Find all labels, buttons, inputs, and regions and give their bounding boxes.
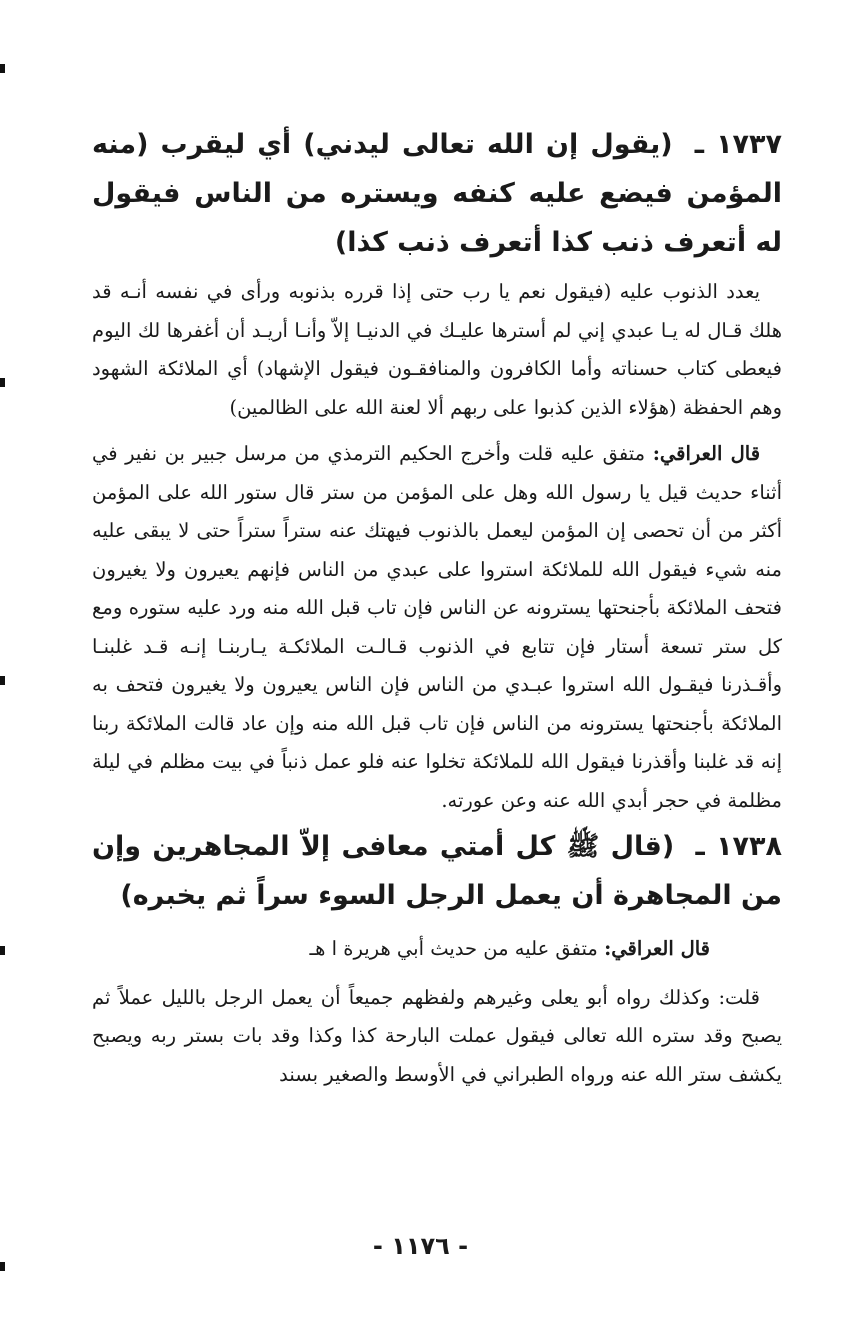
margin-mark-1 — [0, 64, 5, 73]
hadith-1738-heading — [92, 822, 782, 920]
hadith-1738-number: ١٧٣٨ ـ — [695, 831, 782, 862]
iraqi-note-text: متفق عليه قلت وأخرج الحكيم الترمذي من مرسل جبير بن نفير في أثناء حديث قيل يا رسول الله وهل على المؤمن من ستر قال ستور الله على المؤمن أكثر من أن تحصى إن المؤمن ليعمل بالذنوب فيهتك عنه ستراً ستراً حتى لا يبقى عليه منه شيء فيقول الله للملائكة استروا على عبدي من الناس فإنهم يعيرون ولا يغيرون فتحف الملائكة بأجنحتها يسترونه عن الناس فإن تاب قبل الله منه ورد عليه ستوره ومع كل ستر تسعة أستار فإن تتابع في الذنوب قـالـت الملائكـة يـاربنـا إنـه قـد غلبنـا وأقـذرنا فيقـول الله استروا عبـدي من الناس فإن الناس يعيرون ولا يغيرون فتحف به الملائكة بأجنحتها يسترونه من الناس فإن تاب قبل الله منه وإن عاد قالت الملائكة ربنا إنه قد غلبنا وأقذرنا فيقول الله للملائكة تخلوا عنه فلو عمل ذنباً في بيت مظلم في ليلة مظلمة في حجر أبدي الله عنه وعن عورته. — [92, 442, 782, 812]
hadith-1738-text: (قال ﷺ كل أمتي معافى إلاّ المجاهرين وإن من المجاهرة أن يعمل الرجل السوء سراً ثم يخبره) — [92, 831, 782, 911]
margin-mark-4 — [0, 946, 5, 955]
hadith-1737-text: (يقول إن الله تعالى ليدني) أي ليقرب (منه المؤمن فيضع عليه كنفه ويستره من الناس فيقول له أتعرف ذنب كذا أتعرف ذنب كذا) — [92, 129, 782, 258]
hadith-1737-number: ١٧٣٧ ـ — [694, 129, 782, 160]
hadith-1738-iraqi-note — [92, 930, 782, 969]
page-number: - ١١٧٦ - — [372, 1232, 469, 1260]
margin-mark-5 — [0, 1262, 5, 1271]
margin-mark-3 — [0, 676, 5, 685]
hadith-1738-qultu-note: قلت: وكذلك رواه أبو يعلى وغيرهم ولفظهم جميعاً أن يعمل الرجل بالليل عملاً ثم يصبح وقد ستره الله تعالى فيقول عملت البارحة كذا وكذا وقد بات بستر ربه ويصبح يكشف ستر الله عنه ورواه الطبراني في الأوسط والصغير بسند — [92, 985, 782, 1086]
hadith-1737-heading — [92, 120, 782, 267]
iraqi-label: قال العراقي: — [604, 937, 710, 960]
hadith-1737-iraqi-note — [92, 435, 782, 820]
iraqi-label: قال العراقي: — [652, 442, 761, 465]
margin-mark-2 — [0, 378, 5, 387]
hadith-1737-commentary: يعدد الذنوب عليه (فيقول نعم يا رب حتى إذا قرره بذنوبه ورأى في نفسه أنـه قد هلك قـال له يـا عبدي إني لم أسترها عليـك في الدنيـا إلاّ وأنـا أريـد أن أغفرها لك اليوم فيعطى كتاب حسناته وأما الكافرون والمنافقـون فيقول الإشهاد) أي الملائكة الشهود وهم الحفظة (هؤلاء الذين كذبوا على ربهم ألا لعنة الله على الظالمين) — [92, 280, 782, 419]
page-body — [92, 120, 782, 1094]
iraqi-note-text: متفق عليه من حديث أبي هريرة ا هـ — [309, 937, 598, 960]
